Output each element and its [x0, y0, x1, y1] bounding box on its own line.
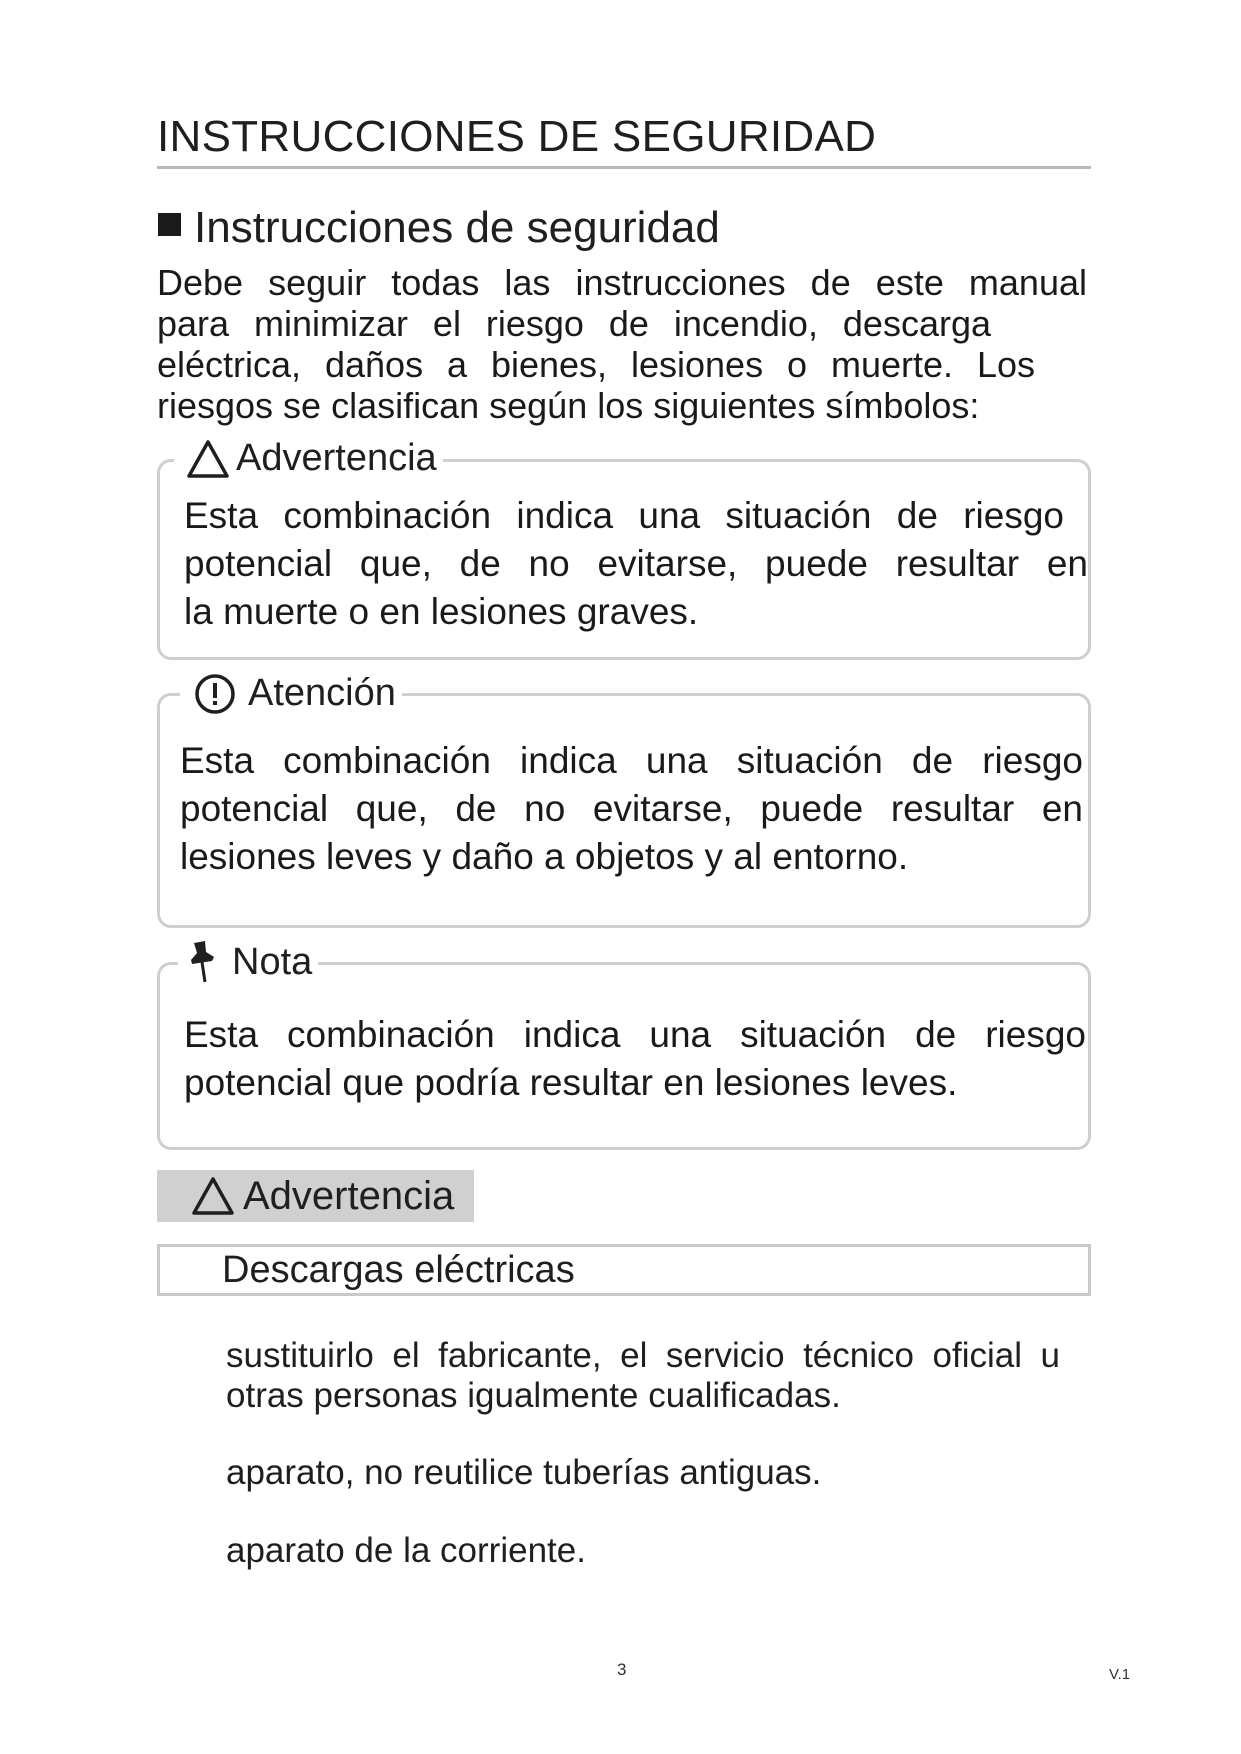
bullet-line: sustituirlo el fabricante, el servicio técnico oficial u — [226, 1336, 1060, 1375]
page-number: 3 — [617, 1660, 627, 1679]
section-heading: Instrucciones de seguridad — [194, 203, 720, 252]
advertencia-line: potencial que, de no evitarse, puede resultar en — [184, 543, 1088, 584]
advertencia-text — [184, 492, 1088, 636]
bullet-item — [226, 1453, 821, 1493]
bullet-item — [226, 1531, 586, 1571]
warning-tag — [157, 1170, 474, 1222]
atencion-text — [180, 737, 1083, 881]
warning-tag-label: Advertencia — [243, 1173, 455, 1218]
pushpin-icon — [188, 940, 218, 984]
atencion-line: potencial que, de no evitarse, puede resultar en — [180, 788, 1083, 829]
nota-text — [184, 1011, 1086, 1107]
nota-line: potencial que podría resultar en lesiones leves. — [184, 1062, 958, 1103]
intro-line: para minimizar el riesgo de incendio, descarga — [157, 303, 991, 344]
square-bullet-icon — [158, 213, 181, 236]
bullet-line: otras personas igualmente cualificadas. — [226, 1376, 841, 1415]
intro-line: Debe seguir todas las instrucciones de este manual — [157, 262, 1087, 303]
nota-line: Esta combinación indica una situación de riesgo — [184, 1014, 1086, 1055]
exclamation-circle-icon — [194, 673, 236, 715]
bullet-item — [226, 1336, 1060, 1416]
atencion-line: lesiones leves y daño a objetos y al entorno. — [180, 836, 909, 877]
nota-legend — [178, 940, 318, 984]
bullet-line: aparato de la corriente. — [226, 1531, 586, 1570]
title-divider — [157, 166, 1091, 169]
version-label: V.1 — [1109, 1666, 1131, 1683]
advertencia-line: la muerte o en lesiones graves. — [184, 591, 699, 632]
advertencia-line: Esta combinación indica una situación de riesgo — [184, 495, 1064, 536]
warning-triangle-icon — [186, 439, 230, 479]
atencion-label: Atención — [248, 672, 396, 714]
warning-triangle-icon — [191, 1176, 235, 1216]
advertencia-label: Advertencia — [236, 437, 437, 479]
bullet-line: aparato, no reutilice tuberías antiguas. — [226, 1453, 822, 1492]
intro-line: eléctrica, daños a bienes, lesiones o muerte. Los — [157, 344, 1035, 385]
shock-section-title: Descargas eléctricas — [157, 1244, 1091, 1296]
advertencia-legend — [174, 437, 443, 480]
intro-paragraph — [157, 262, 1087, 426]
page-title: INSTRUCCIONES DE SEGURIDAD — [157, 112, 877, 161]
nota-label: Nota — [232, 940, 313, 983]
intro-line: riesgos se clasifican según los siguientes símbolos: — [157, 385, 980, 426]
atencion-line: Esta combinación indica una situación de riesgo — [180, 740, 1083, 781]
atencion-legend — [180, 672, 402, 715]
